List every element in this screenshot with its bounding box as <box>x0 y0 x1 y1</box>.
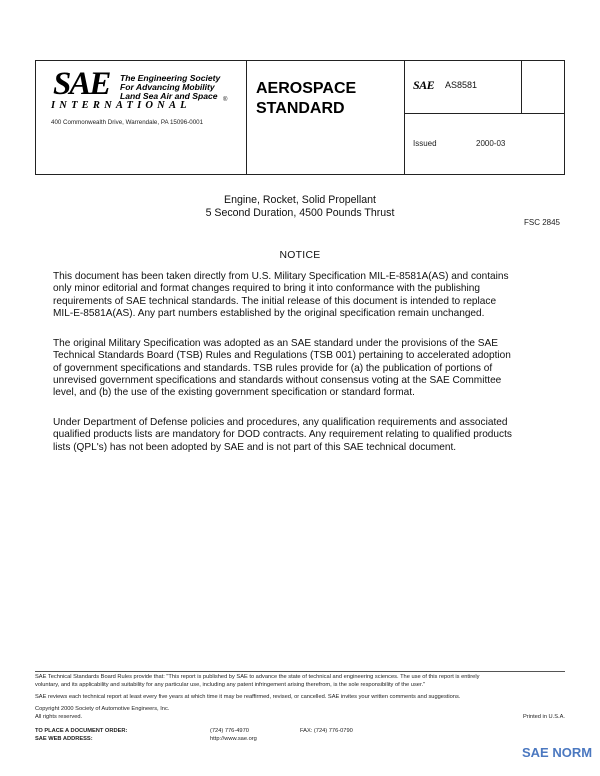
notice-paragraph <box>53 417 553 454</box>
web-address-link[interactable]: http://www.sae.org <box>210 736 257 742</box>
footer-rule <box>35 671 565 672</box>
footer-printed: Printed in U.S.A. <box>522 714 565 720</box>
header-divider <box>521 61 522 113</box>
paragraph-line: of government specifications and standards. TSB rules provide for (a) the publication of portions of <box>53 362 493 374</box>
sae-norm-watermark <box>482 740 594 770</box>
paragraph-line: level, and (b) the use of the existing government specification or standard format. <box>53 387 415 399</box>
tagline-line: For Advancing Mobility <box>120 82 215 92</box>
order-phone: (724) 776-4970 <box>210 728 249 734</box>
header-divider <box>246 61 247 174</box>
standard-type <box>256 79 356 119</box>
doc-title-line1: Engine, Rocket, Solid Propellant <box>224 194 376 206</box>
paragraph-line: Technical Standards Board (TSB) Rules and Regulations (TSB 001) pertaining to accelerated adoption <box>53 350 511 362</box>
notice-paragraph <box>53 271 553 320</box>
footer-disclaimer: SAE Technical Standards Board Rules provide that: "This report is published by SAE to advance the state of technical and engineering sciences. The use of this report is entirely <box>35 674 480 680</box>
header-divider <box>404 61 405 174</box>
paragraph-line: only minor editorial and format changes required to bring it into conformance with the publishing <box>53 283 480 295</box>
doc-prefix: SAE <box>413 78 435 92</box>
fsc-code: FSC 2845 <box>523 218 560 227</box>
header-box <box>35 60 565 175</box>
paragraph-line: qualified products lists are mandatory for DOD contracts. Any requirement relating to qualified products <box>53 429 512 441</box>
doc-number: AS8581 <box>445 80 478 90</box>
notice-paragraph <box>53 338 553 399</box>
standard-type-line: STANDARD <box>256 100 345 117</box>
paragraph-line: This document has been taken directly from U.S. Military Specification MIL-E-8581A(AS) and contains <box>53 271 509 282</box>
registered-mark: ® <box>223 97 228 103</box>
paragraph-line: unrevised government specifications and standards without consensus voting at the SAE Committee <box>53 374 502 386</box>
issued-date: 2000-03 <box>476 139 506 148</box>
footer-copyright: Copyright 2000 Society of Automotive Engineers, Inc. <box>35 706 170 712</box>
notice-heading: NOTICE <box>279 250 321 261</box>
sae-international: INTERNATIONAL <box>51 100 191 111</box>
order-label: TO PLACE A DOCUMENT ORDER: <box>35 728 128 734</box>
issued-label: Issued <box>413 139 437 148</box>
web-label: SAE WEB ADDRESS: <box>35 736 93 742</box>
footer-disclaimer: voluntary, and its applicability and suitability for any particular use, including any patent infringement arising therefrom, is the sole responsibility of the user." <box>35 682 426 688</box>
tagline-line: Land Sea Air and Space <box>120 91 218 101</box>
paragraph-line: Under Department of Defense policies and procedures, any qualification requirements and associated <box>53 417 508 428</box>
paragraph-line: MIL-E-8581A(AS). Any part numbers established by the original specification remain unchanged. <box>53 307 485 319</box>
doc-title-line2: 5 Second Duration, 4500 Pounds Thrust <box>205 207 395 219</box>
footer-rights: All rights reserved. <box>35 714 83 720</box>
sae-logo: SAE <box>53 66 110 102</box>
paragraph-line: The original Military Specification was adopted as an SAE standard under the provisions of the SAE <box>53 338 498 349</box>
tagline-line: The Engineering Society <box>120 73 221 83</box>
watermark-text: SAE NORM <box>522 745 593 760</box>
order-fax: FAX: (724) 776-0790 <box>300 728 353 734</box>
paragraph-line: requirements of SAE technical standards. The initial release of this document is intended to replace <box>53 295 497 307</box>
footer-review-note: SAE reviews each technical report at least every five years at which time it may be reaffirmed, revised, or cancelled. SAE invites your written comments and suggestions. <box>35 694 461 700</box>
sae-tagline <box>120 74 230 101</box>
sae-address: 400 Commonwealth Drive, Warrendale, PA 15096-0001 <box>51 119 204 126</box>
header-divider <box>404 113 565 114</box>
paragraph-line: lists (QPL's) has not been adopted by SAE and is not part of this SAE technical document. <box>53 441 457 453</box>
standard-type-line: AEROSPACE <box>256 80 357 97</box>
